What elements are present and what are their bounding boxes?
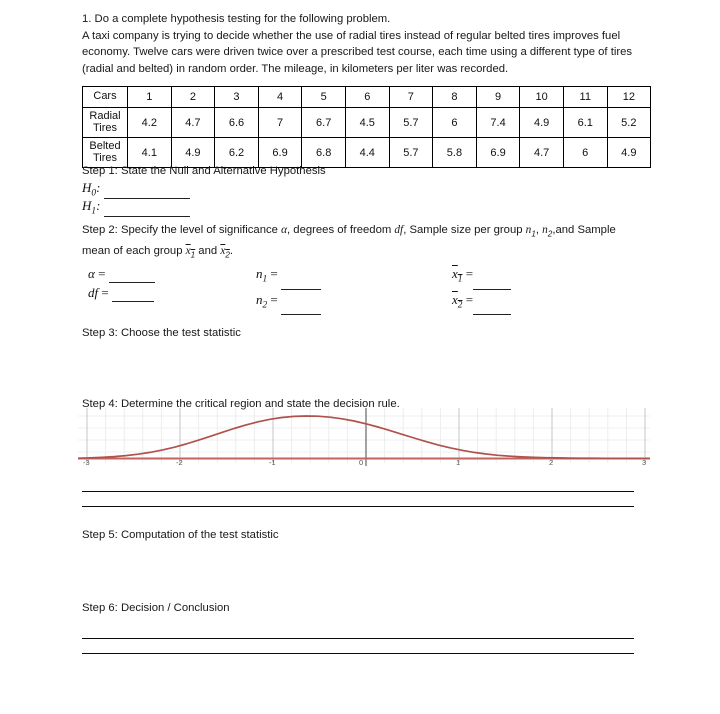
step2-xbar2-subscript: 2 <box>225 250 230 259</box>
table-cell: 4.2 <box>128 108 172 138</box>
step-5-title: Step 5: Computation of the test statistic <box>82 529 279 541</box>
x-tick-label: 3 <box>642 458 647 467</box>
answer-line[interactable] <box>82 653 634 654</box>
step2-comma: , <box>535 224 543 236</box>
n1-subscript: 1 <box>262 274 268 285</box>
alpha-input-blank[interactable] <box>109 271 155 283</box>
table-cell: 5.7 <box>389 138 433 168</box>
table-header-cell: 10 <box>520 87 564 108</box>
sample-mean-field-group <box>452 264 511 315</box>
table-header-cell: 6 <box>345 87 389 108</box>
table-header-cell: 1 <box>128 87 172 108</box>
table-cell: 6.2 <box>215 138 259 168</box>
step2-n1-symbol: n <box>525 224 532 236</box>
step2-period: . <box>229 244 233 257</box>
table-cell: 4.7 <box>171 108 215 138</box>
h1-subscript: 1 <box>91 206 97 217</box>
table-header-row <box>83 87 651 108</box>
step2-xbar1-symbol: $\overline{x}$ <box>185 244 191 257</box>
row-label-line1: Radial <box>89 110 121 122</box>
table-cell: 6.1 <box>563 108 607 138</box>
h1-colon: : <box>96 198 101 213</box>
step2-and: and <box>195 244 221 257</box>
table-header-cell: 4 <box>258 87 302 108</box>
h0-answer-blank[interactable] <box>104 187 190 199</box>
table-cell: 6.9 <box>258 138 302 168</box>
table-header-cell: 11 <box>563 87 607 108</box>
xbar1-input-blank[interactable] <box>473 278 511 290</box>
hypothesis-null-row <box>82 180 190 199</box>
table-cell: 4.9 <box>607 138 651 168</box>
n2-equals: = <box>270 291 278 307</box>
table-cell: 7 <box>258 108 302 138</box>
alpha-df-field-group <box>88 264 155 302</box>
table-row <box>83 108 651 138</box>
table-cell: 4.5 <box>345 108 389 138</box>
mileage-data-table <box>82 86 651 168</box>
step2-n1-subscript: 1 <box>531 229 536 239</box>
step2-text-d: ,and Sample mean of each group <box>82 224 616 257</box>
n1-equals: = <box>270 266 278 281</box>
xbar2-equals: = <box>465 291 474 307</box>
sample-size-field-group <box>256 264 321 315</box>
step2-text-b: , degrees of freedom <box>287 224 395 236</box>
xbar2-symbol: $\overline{x}$ <box>452 291 458 307</box>
n2-field-row <box>256 290 321 316</box>
step2-alpha-symbol: α <box>281 224 288 236</box>
table-cell: 4.7 <box>520 138 564 168</box>
h0-subscript: 0 <box>91 188 97 199</box>
table-header-cell: 2 <box>171 87 215 108</box>
table-header-cell: 9 <box>476 87 520 108</box>
n1-field-row <box>256 264 321 290</box>
h0-symbol: H <box>82 180 92 195</box>
step-2-title <box>82 222 638 264</box>
df-input-blank[interactable] <box>112 290 154 302</box>
step-4-title: Step 4: Determine the critical region and state the decision rule. <box>82 398 400 410</box>
table-cell: 5.8 <box>433 138 477 168</box>
x-tick-label: -3 <box>83 458 90 467</box>
table-cell: 6.9 <box>476 138 520 168</box>
table-cell: 6 <box>563 138 607 168</box>
n2-symbol: n <box>256 291 263 307</box>
step2-text-c: , Sample size per group <box>403 224 526 236</box>
table-cell: 6.8 <box>302 138 346 168</box>
table-header-cell: 7 <box>389 87 433 108</box>
table-cell: 5.2 <box>607 108 651 138</box>
intro-line-1: 1. Do a complete hypothesis testing for the following problem. <box>82 13 391 25</box>
table-header-cell: 12 <box>607 87 651 108</box>
chart-minor-gridlines <box>78 408 650 463</box>
table-cell: 6 <box>433 108 477 138</box>
answer-line[interactable] <box>82 491 634 492</box>
row-label-line2: Tires <box>92 121 118 134</box>
row-label-line1: Belted <box>89 140 121 152</box>
alpha-symbol: α <box>88 266 95 281</box>
intro-line-2: A taxi company is trying to decide whether the use of radial tires instead of regular belted tires improves fuel economy. Twelve cars were driven twice over a prescribed test course, each time using a different type of tires (radial and belted) in random order. The mileage, in kilometers per liter was recorded. <box>82 29 633 75</box>
table-cell: 4.1 <box>128 138 172 168</box>
table-cell: 4.4 <box>345 138 389 168</box>
alpha-equals: = <box>98 266 106 281</box>
h1-symbol: H <box>82 198 92 213</box>
step2-xbar2-symbol: $\overline{x}$ <box>220 244 226 257</box>
table-header-cell: 5 <box>302 87 346 108</box>
h0-colon: : <box>96 180 101 195</box>
xbar1-symbol: $\overline{x}$ <box>452 266 458 281</box>
n2-subscript: 2 <box>262 300 268 311</box>
alpha-field-row <box>88 264 155 283</box>
normal-distribution-chart <box>78 408 650 470</box>
xbar1-field-row <box>452 264 511 290</box>
problem-intro <box>82 11 638 77</box>
row-label-radial <box>83 108 128 138</box>
x-tick-label: -1 <box>269 458 276 467</box>
xbar2-subscript: 2 <box>457 300 463 311</box>
df-symbol: df <box>88 285 99 300</box>
step2-n2-subscript: 2 <box>547 229 553 239</box>
answer-line[interactable] <box>82 506 634 507</box>
table-cell: 4.9 <box>171 138 215 168</box>
answer-line[interactable] <box>82 638 634 639</box>
n1-symbol: n <box>256 266 263 281</box>
table-cell: 4.9 <box>520 108 564 138</box>
table-cell: 6.7 <box>302 108 346 138</box>
step2-df-symbol: df <box>394 224 404 236</box>
xbar2-field-row <box>452 290 511 316</box>
n2-input-blank[interactable] <box>281 303 321 315</box>
x-tick-label: 2 <box>549 458 554 467</box>
step-6-title: Step 6: Decision / Conclusion <box>82 602 230 614</box>
table-cell: 7.4 <box>476 108 520 138</box>
df-equals: = <box>101 285 109 300</box>
x-tick-label: 1 <box>456 458 461 467</box>
step2-text-a: Step 2: Specify the level of significance <box>82 224 282 236</box>
chart-svg <box>78 408 650 470</box>
step-1-title: Step 1: State the Null and Alternative Hypothesis <box>82 165 326 177</box>
table-cell: 5.7 <box>389 108 433 138</box>
xbar1-subscript: 1 <box>457 274 463 285</box>
df-field-row <box>88 283 155 302</box>
hypothesis-alt-row <box>82 198 190 217</box>
h1-answer-blank[interactable] <box>104 205 190 217</box>
table-header-cell: 3 <box>215 87 259 108</box>
table-cell: 6.6 <box>215 108 259 138</box>
step-3-title: Step 3: Choose the test statistic <box>82 327 241 339</box>
x-tick-label: -2 <box>176 458 183 467</box>
row-label-line2: Tires <box>92 151 118 164</box>
xbar1-equals: = <box>465 266 474 281</box>
step2-n2-symbol: n <box>542 224 548 236</box>
x-tick-label: 0 <box>359 458 364 467</box>
n1-input-blank[interactable] <box>281 278 321 290</box>
step2-xbar1-subscript: 1 <box>190 250 196 259</box>
table-corner-label: Cars <box>83 87 128 108</box>
xbar2-input-blank[interactable] <box>473 303 511 315</box>
table-header-cell: 8 <box>433 87 477 108</box>
